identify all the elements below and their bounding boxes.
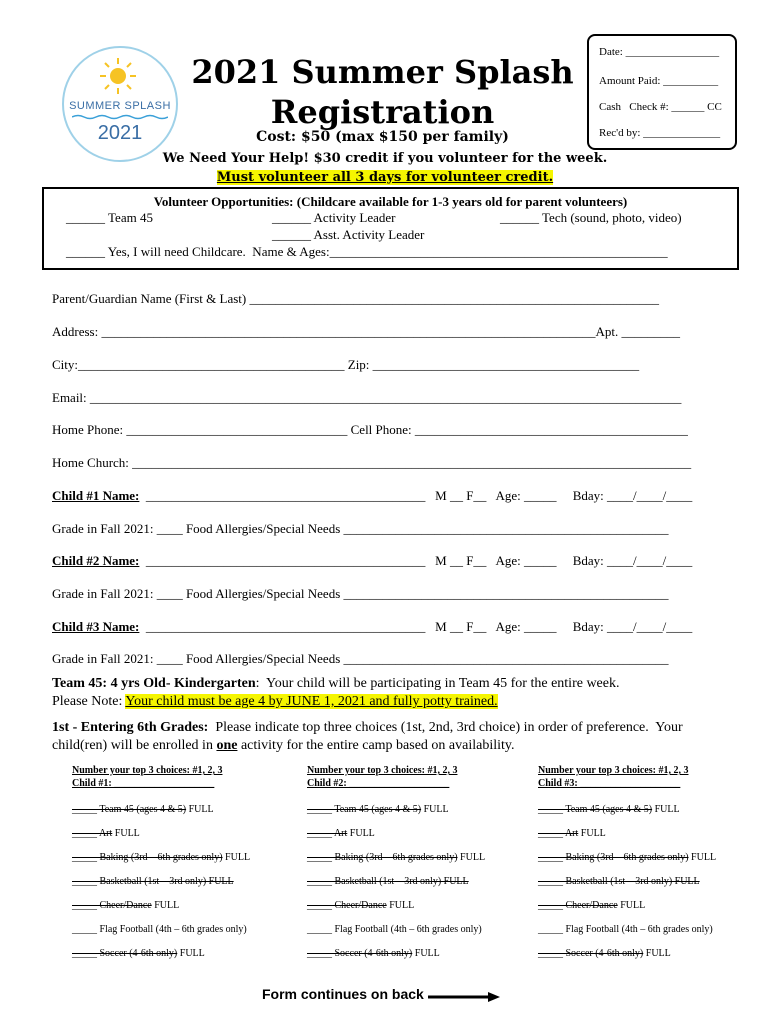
choice-item[interactable] xyxy=(538,852,716,863)
team45-note xyxy=(52,694,498,710)
choice-item[interactable] xyxy=(72,900,179,911)
choice-item[interactable] xyxy=(307,804,449,815)
team45-heading: Team 45: 4 yrs Old- Kindergarten xyxy=(52,676,256,691)
child-3-name-row[interactable] xyxy=(52,619,722,635)
choices-2-heading: Number your top 3 choices: #1, 2, 3 xyxy=(307,765,458,776)
child-1-rest: ___________________________________________ M __ F__ Age: _____ Bday: ____/____/____ xyxy=(139,488,693,503)
choice-item-plain: FULL xyxy=(151,900,180,911)
church-field[interactable]: Home Church: ______________________________________________________________________________________ xyxy=(52,455,692,470)
choice-item[interactable] xyxy=(72,924,247,935)
choice-item-struck: _____ Cheer/Dance xyxy=(307,900,387,911)
volunteer-box xyxy=(42,187,739,270)
choice-item-struck: _____ Soccer (4-6th only) xyxy=(307,948,413,959)
team45-text: : Your child will be participating in Team 45 for the entire week. xyxy=(255,676,620,691)
grades-line xyxy=(52,720,683,736)
cost-line: Cost: $50 (max $150 per family) xyxy=(256,129,509,145)
choice-item-struck: _____ Baking (3rd – 6th grades only) xyxy=(538,852,689,863)
choice-item-plain: FULL xyxy=(578,828,606,839)
volunteer-childcare: ______ Yes, I will need Childcare. Name & Ages:____________________________________________________ xyxy=(66,244,668,259)
choices-2-child: Child #2: ____________________ xyxy=(307,778,450,789)
phone-field[interactable]: Home Phone: __________________________________ Cell Phone: __________________________________________ xyxy=(52,422,688,437)
sun-icon xyxy=(98,56,138,96)
choice-item[interactable] xyxy=(307,876,469,887)
volunteer-team45: ______ Team 45 xyxy=(66,210,153,225)
volunteer-activity-leader: ______ Activity Leader xyxy=(272,210,396,225)
choice-item-struck: _____ Team 45 (ages 4 & 5) xyxy=(307,804,422,815)
form-continues-text: Form continues on back xyxy=(262,986,424,1002)
choice-item-struck: _____ Basketball (1st – 3rd only) FULL xyxy=(538,876,700,887)
choice-item[interactable] xyxy=(307,852,485,863)
choice-item[interactable] xyxy=(538,804,680,815)
child-2-rest: ___________________________________________ M __ F__ Age: _____ Bday: ____/____/____ xyxy=(139,553,693,568)
logo-year: 2021 xyxy=(97,122,143,144)
email-field[interactable]: Email: ___________________________________________________________________________________________ xyxy=(52,390,682,405)
help-line-2: Must volunteer all 3 days for volunteer credit. xyxy=(216,170,554,185)
logo-word: SUMMER SPLASH xyxy=(69,100,171,112)
choice-item-struck: _____ Art xyxy=(538,828,579,839)
choice-item-plain: FULL xyxy=(222,852,251,863)
office-received-by: Rec'd by: ______________ xyxy=(599,127,721,139)
volunteer-asst-leader: ______ Asst. Activity Leader xyxy=(272,227,425,242)
choice-item-struck: _____ Art xyxy=(307,828,348,839)
office-amount: Amount Paid: __________ xyxy=(599,75,719,87)
grades-text-2a: child(ren) will be enrolled in xyxy=(52,738,217,753)
address-field[interactable]: Address: ____________________________________________________________________________Apt. _________ xyxy=(52,324,680,339)
choice-item-struck: _____ Team 45 (ages 4 & 5) xyxy=(72,804,187,815)
grades-text-2b: one xyxy=(216,738,238,753)
title-line-2: Registration xyxy=(270,93,495,131)
choice-item-plain: FULL xyxy=(112,828,140,839)
choice-item-plain: _____ Flag Football (4th – 6th grades only) xyxy=(307,924,482,935)
choice-item-plain: FULL xyxy=(386,900,415,911)
grades-text-2c: activity for the entire camp based on availability. xyxy=(237,738,515,753)
choice-item[interactable] xyxy=(538,900,645,911)
choice-item[interactable] xyxy=(538,924,713,935)
choice-item-plain: FULL xyxy=(177,948,205,959)
choice-item-struck: _____ Team 45 (ages 4 & 5) xyxy=(538,804,653,815)
choice-item-struck: _____ Art xyxy=(72,828,113,839)
choice-item[interactable] xyxy=(72,828,140,839)
child-3-label: Child #3 Name: xyxy=(52,619,140,634)
child-2-label: Child #2 Name: xyxy=(52,553,140,568)
choice-item-struck: _____ Basketball (1st – 3rd only) FULL xyxy=(72,876,234,887)
choice-item[interactable] xyxy=(307,828,375,839)
team45-line xyxy=(52,676,619,692)
choices-1-child: Child #1: ____________________ xyxy=(72,778,215,789)
office-date: Date: _________________ xyxy=(599,46,720,58)
help-line-2-wrap xyxy=(0,168,770,186)
choice-item-struck: _____ Baking (3rd – 6th grades only) xyxy=(72,852,223,863)
choice-item-plain: FULL xyxy=(643,948,671,959)
choice-item-struck: _____ Cheer/Dance xyxy=(538,900,618,911)
choice-item[interactable] xyxy=(72,804,214,815)
team45-note-label: Please Note: xyxy=(52,694,126,709)
arrow-right-icon xyxy=(428,992,500,1002)
team45-note-highlight: Your child must be age 4 by JUNE 1, 2021 and fully potty trained. xyxy=(125,694,498,709)
choices-column-2 xyxy=(307,764,503,959)
choice-item-struck: _____ Baking (3rd – 6th grades only) xyxy=(307,852,458,863)
child-2-grade-row[interactable]: Grade in Fall 2021: ____ Food Allergies/Special Needs __________________________________________________ xyxy=(52,586,669,601)
city-zip-field[interactable]: City:_________________________________________ Zip: _________________________________________ xyxy=(52,357,640,372)
child-1-name-row[interactable] xyxy=(52,488,722,504)
choices-3-child: Child #3: ____________________ xyxy=(538,778,681,789)
child-1-label: Child #1 Name: xyxy=(52,488,140,503)
office-use-box xyxy=(587,34,737,150)
choice-item[interactable] xyxy=(307,924,482,935)
help-line-1: We Need Your Help! $30 credit if you volunteer for the week. xyxy=(162,151,608,166)
choice-item[interactable] xyxy=(307,900,414,911)
choice-item-struck: _____ Cheer/Dance xyxy=(72,900,152,911)
choice-item[interactable] xyxy=(538,828,606,839)
choice-item-plain: FULL xyxy=(688,852,717,863)
choice-item[interactable] xyxy=(538,948,671,959)
choice-item-plain: _____ Flag Football (4th – 6th grades only) xyxy=(72,924,247,935)
grades-line-2 xyxy=(52,738,515,754)
choice-item-plain: FULL xyxy=(347,828,375,839)
choices-column-1 xyxy=(72,764,268,959)
choice-item-plain: FULL xyxy=(412,948,440,959)
choices-3-heading: Number your top 3 choices: #1, 2, 3 xyxy=(538,765,689,776)
choice-item-plain: FULL xyxy=(186,804,214,815)
parent-name-field[interactable]: Parent/Guardian Name (First & Last) _______________________________________________________________ xyxy=(52,291,659,306)
title-line-1: 2021 Summer Splash xyxy=(191,53,574,91)
grades-heading: 1st - Entering 6th Grades: xyxy=(52,720,209,735)
choice-item-struck: _____ Soccer (4-6th only) xyxy=(72,948,178,959)
child-3-rest: ___________________________________________ M __ F__ Age: _____ Bday: ____/____/____ xyxy=(139,619,693,634)
child-3-grade-row[interactable]: Grade in Fall 2021: ____ Food Allergies/Special Needs __________________________________________________ xyxy=(52,651,669,666)
choice-item-plain: _____ Flag Football (4th – 6th grades only) xyxy=(538,924,713,935)
choice-item[interactable] xyxy=(307,948,440,959)
choice-item-plain: FULL xyxy=(617,900,646,911)
choice-item-plain: FULL xyxy=(457,852,486,863)
choice-item-plain: FULL xyxy=(421,804,449,815)
volunteer-tech: ______ Tech (sound, photo, video) xyxy=(500,210,682,225)
choice-item[interactable] xyxy=(72,876,234,887)
choice-item[interactable] xyxy=(72,852,250,863)
choice-item-plain: FULL xyxy=(652,804,680,815)
choice-item[interactable] xyxy=(72,948,205,959)
summer-splash-logo xyxy=(62,46,178,162)
wave-icon xyxy=(72,114,168,120)
choice-item-struck: _____ Soccer (4-6th only) xyxy=(538,948,644,959)
choice-item-struck: _____ Basketball (1st – 3rd only) FULL xyxy=(307,876,469,887)
child-2-name-row[interactable] xyxy=(52,553,722,569)
grades-text: Please indicate top three choices (1st, 2nd, 3rd choice) in order of preference. Your xyxy=(208,720,683,735)
volunteer-heading: Volunteer Opportunities: (Childcare available for 1-3 years old for parent volunteers) xyxy=(153,194,628,209)
choice-item[interactable] xyxy=(538,876,700,887)
child-1-grade-row[interactable]: Grade in Fall 2021: ____ Food Allergies/Special Needs __________________________________________________ xyxy=(52,521,669,536)
office-cash-check: Cash Check #: ______ CC xyxy=(599,101,722,113)
choices-1-heading: Number your top 3 choices: #1, 2, 3 xyxy=(72,765,223,776)
choices-column-3 xyxy=(538,764,734,959)
